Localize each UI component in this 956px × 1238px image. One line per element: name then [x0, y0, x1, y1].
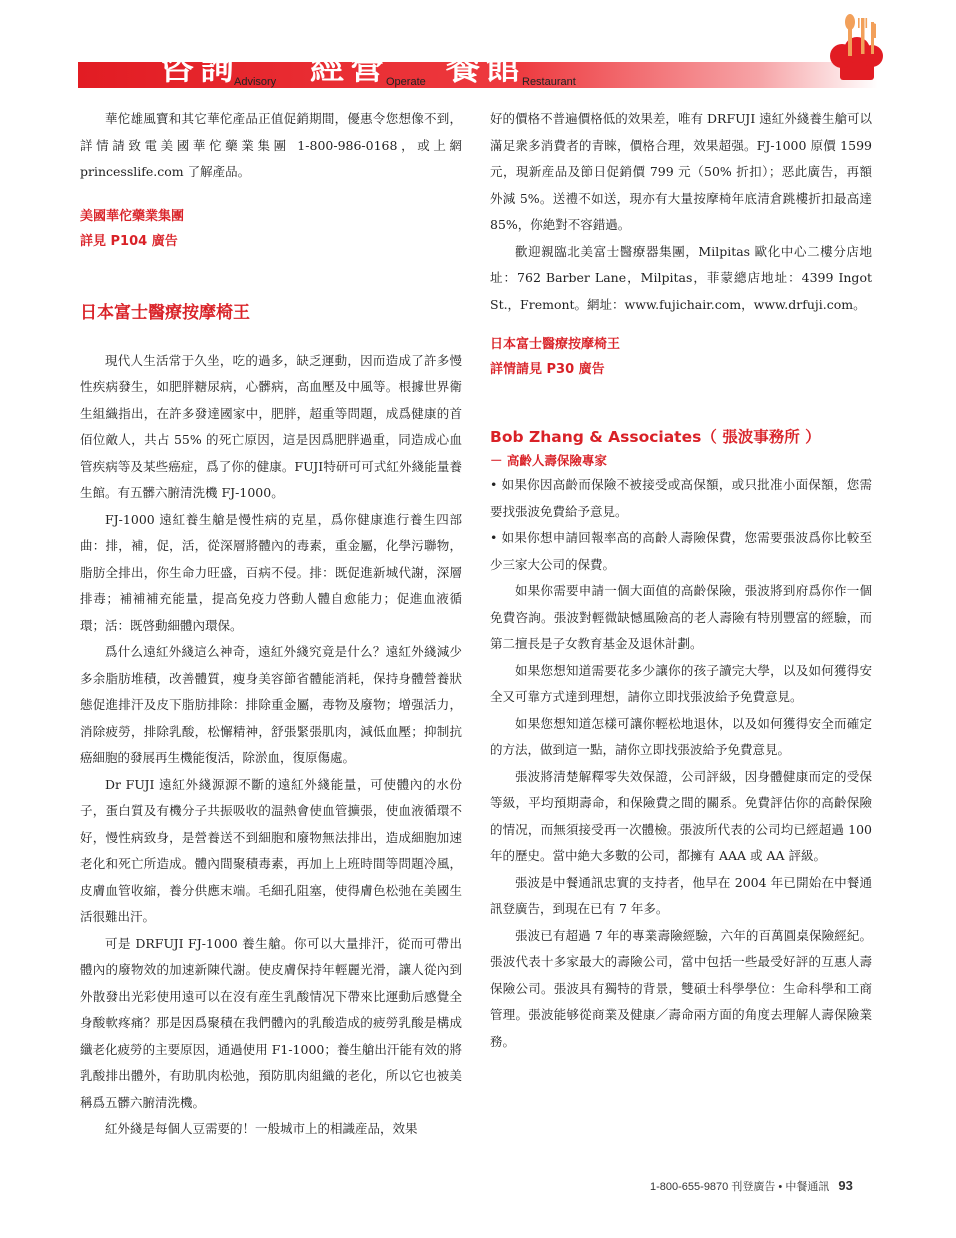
- article-paragraph: 如果您想知道需要花多少讓你的孩子讀完大學，以及如何獲得安全又可靠方式達到理想，請你立即找張波給予免費意見。: [490, 662, 872, 704]
- page-number: 93: [838, 1178, 853, 1193]
- article-paragraph: 歡迎親臨北美富士醫療器集團，Milpitas 歐化中心二樓分店地址：762 Barber Lane，Milpitas，菲蒙總店地址：4399 Ingot St.，Fremont。網址：www.fujichair.com，www.drfuji.com。: [490, 243, 872, 312]
- title-advisory-en: Advisory: [234, 76, 277, 88]
- article-paragraph: 如果您想知道怎樣可讓你輕松地退休，以及如何獲得安全而確定的方法，做到這一點，請你立即找張波給予免費意見。: [490, 715, 872, 757]
- bullet-item: • 如果你因高齡而保險不被接受或高保額，或只批准小面保額，您需要找張波免費給予意見。: [490, 477, 872, 519]
- title-restaurant-cn: 餐館: [446, 48, 526, 88]
- footer-phone: 1-800-655-9870: [650, 1181, 729, 1193]
- article-paragraph: 可是 DRFUJI FJ-1000 養生艙。你可以大量排汗，從而可帶出體內的廢物效的加速新陳代謝。使皮膚保持年輕麗光滑，讓人從內到外散發出光彩使用遠可以在沒有産生乳酸情况下帶來比運動后感覺全身酸軟疼痛？那是因爲聚積在我們體內的乳酸造成的疲勞乳酸是構成纖老化疲勞的主要原因，通過使用 F1-1000；養生艙出汗能有效的將乳酸排出體外，有助肌肉松弛，預防肌肉組織的老化，所以它也被美稱爲五髒六腑清洗機。: [80, 935, 462, 1110]
- article-paragraph: 張波是中餐通訊忠實的支持者，他早在 2004 年已開始在中餐通訊登廣告，到現在已有 7 年多。: [490, 874, 872, 916]
- chef-hat-utensils-icon: [818, 14, 888, 88]
- article-paragraph: FJ-1000 遠紅養生艙是慢性病的克星，爲你健康進行養生四部曲：排，補，促，活，從深層將體內的毒素，重金屬，化學污聯物，脂肪全排出，你生命力旺盛，百病不侵。排：既促進新城代謝，深層排毒；補補補充能量，提高免疫力啓動人體自愈能力；促進血液循環；活：既啓動細體內環保。: [80, 511, 462, 633]
- intro-paragraph: 華佗雄風寶和其它華佗產品正值促銷期間，優惠令您想像不到，詳情請致電美國華佗藥業集團 1-800-986-0168，或上網princesslife.com 了解產品。: [80, 111, 462, 179]
- footer-text: 刊登廣告 • 中餐通訊: [731, 1181, 830, 1193]
- article-paragraph: 張波將清楚解釋零失效保證，公司評級，因身體健康而定的受保等級，平均預期壽命，和保險費之間的關系。免費評估你的高齡保險的情况，而無須接受再一次體檢。張波所代表的公司均已經超過 100 年的歷史。當中絶大多數的公司，都擁有 AAA 或 AA 評級。: [490, 768, 872, 863]
- article-heading-fuji: 日本富士醫療按摩椅王: [80, 302, 250, 323]
- article-paragraph: 現代人生活常于久坐，吃的過多，缺乏運動，因而造成了許多慢性疾病發生，如肥胖糖尿病，心髒病，高血壓及中風等。根據世界衛生組織指出，在許多發達國家中，肥胖，超重等問題，成爲健康的首佰位敵人，共占 55% 的死亡原因，這是因爲肥胖過重，同造成心血管疾病等及某些癌症，爲了你的健康。FUJI特研可可式紅外綫能量養生館。有五髒六腑清洗機 FJ-1000。: [80, 352, 462, 500]
- page-footer: [650, 1178, 880, 1196]
- article-paragraph: 如果你需要申請一個大面值的高齡保險，張波將到府爲你作一個免費咨詢。張波對輕微缺憾風險高的老人壽險有特別豐富的經驗，而第二擅長是子女教育基金及退休計劃。: [490, 583, 872, 651]
- bullet-item: • 如果你想申請回報率高的高齡人壽險保費，您需要張波爲你比較至少三家大公司的保費。: [490, 530, 872, 572]
- ad-ref-hua-tuo-name: 美國華佗藥業集團: [80, 208, 185, 224]
- title-operate-cn: 經營: [310, 48, 390, 88]
- ad-ref-fuji-name: 日本富士醫療按摩椅王: [490, 337, 621, 352]
- title-restaurant-en: Restaurant: [522, 76, 576, 88]
- ad-ref-hua-tuo-page: 詳見 P104 廣告: [80, 233, 178, 249]
- article-heading-bob-zhang: Bob Zhang & Associates（ 張波事務所 ）: [490, 428, 821, 446]
- right-column: [490, 106, 872, 1055]
- title-advisory-cn: 咨詢: [160, 48, 240, 88]
- article-paragraph: Dr FUJI 遠紅外綫源源不斷的遠紅外綫能量，可使體內的水份子，蛋白質及有機分子共振吸收的温熱會使血管擴張，使血液循環不好，慢性病致身，是營養送不到細胞和廢物無法排出，造成細胞加速老化和死亡所造成。體內間聚積毒素，再加上上班時間等問題冷風，皮膚血管收縮，養分供應末端。毛細孔阻塞，使得膚色松弛在美國生活很難出汗。: [80, 776, 462, 924]
- article-subheading: － 高齡人壽保險專家: [490, 453, 607, 468]
- left-column: [80, 106, 462, 1143]
- article-paragraph: 爲什么遠紅外綫這么神奇，遠紅外綫究竟是什么？遠紅外綫減少多余脂肪堆積，改善體質，瘦身美容節省體能消耗，保持身體營養狀態促進排汗及皮下脂肪排除：排除重金屬，毒物及廢物；增强活力，消除疲勞，排除乳酸，松懈精神，舒張緊張肌肉，減低血壓；抑制抗癌細胞的發展再生機能復活，除淤血，復原傷處。: [80, 644, 462, 765]
- article-paragraph: 紅外綫是每個人豆需要的！一般城市上的相識産品，效果: [105, 1121, 418, 1136]
- title-operate-en: Operate: [386, 76, 426, 88]
- ad-ref-fuji-page: 詳情請見 P30 廣告: [490, 362, 605, 377]
- article-paragraph: 好的價格不普遍價格低的效果差，唯有 DRFUJI 遠紅外綫養生艙可以滿足衆多消費者的青睞，價格合理，效果超强。FJ-1000 原價 1599 元，現新産品及節日促銷價 799 元（50% 折扣）；恶此廣告，再額外減 5%。送禮不如送，現亦有大量按摩椅年底清倉跳樓折扣最高達 85%，你絶對不容錯過。: [490, 111, 872, 232]
- article-paragraph: 張波已有超過 7 年的專業壽險經驗，六年的百萬圓桌保險經紀。張波代表十多家最大的壽險公司，當中包括一些最受好評的互惠人壽保險公司。張波具有獨特的背景，雙碩士科學學位：生命科學和工商管理。張波能够從商業及健康／壽命兩方面的角度去理解人壽保險業務。: [490, 927, 872, 1049]
